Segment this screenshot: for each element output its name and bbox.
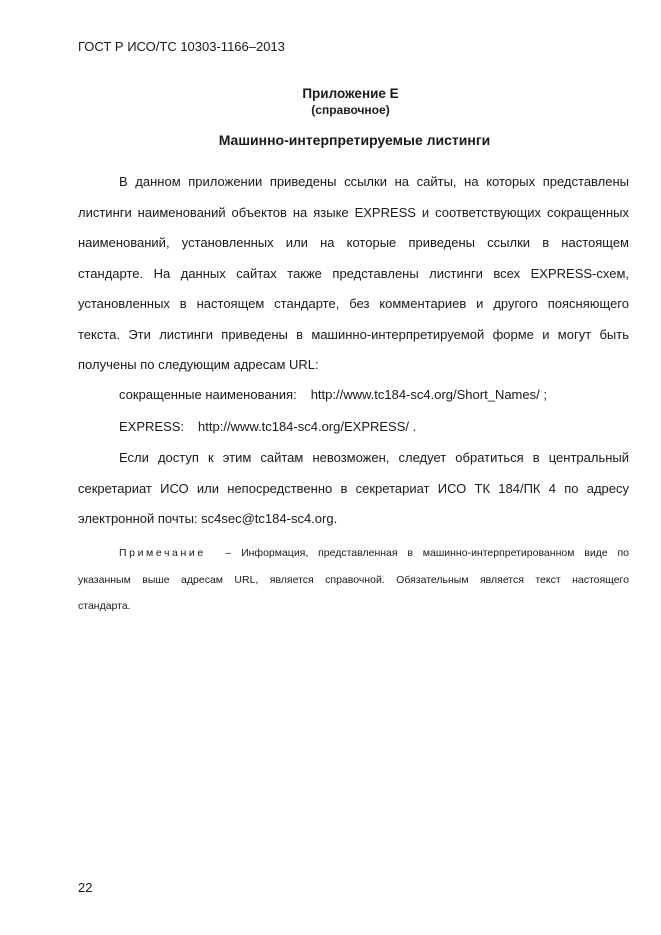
note-label: Примечание bbox=[119, 547, 206, 559]
paragraph-line: наименований, установленных или на которые приведены ссылки в настоящем bbox=[78, 235, 629, 250]
note-text: – Информация, представленная в машинно-интерпретированном виде по bbox=[225, 547, 629, 559]
page-number: 22 bbox=[78, 880, 93, 895]
paragraph-line: В данном приложении приведены ссылки на сайты, на которых представлены bbox=[119, 174, 629, 189]
url-link[interactable]: http://www.tc184-sc4.org/EXPRESS/ . bbox=[198, 419, 417, 434]
appendix-title: Приложение Е bbox=[302, 86, 399, 101]
paragraph-line: листинги наименований объектов на языке EXPRESS и соответствующих сокращенных bbox=[78, 204, 629, 220]
paragraph-contact bbox=[78, 450, 629, 542]
section-title: Машинно-интерпретируемые листинги bbox=[218, 132, 491, 148]
paragraph-line: Если доступ к этим сайтам невозможен, следует обратиться в центральный bbox=[119, 450, 629, 465]
note-line: стандарта. bbox=[78, 600, 131, 612]
paragraph-line: стандарте. На данных сайтах также представлены листинги всех EXPRESS-схем, bbox=[78, 265, 629, 281]
appendix-subtitle: (справочное) bbox=[311, 103, 390, 117]
url-entry-short-names bbox=[119, 387, 547, 402]
paragraph-line: текста. Эти листинги приведены в машинно-интерпретируемой форме и могут быть bbox=[78, 326, 629, 342]
document-header: ГОСТ Р ИСО/ТС 10303-1166–2013 bbox=[78, 39, 285, 54]
url-label: сокращенные наименования: bbox=[119, 387, 297, 402]
paragraph-line: получены по следующим адресам URL: bbox=[78, 357, 319, 372]
paragraph-line: электронной почты: sc4sec@tc184-sc4.org. bbox=[78, 511, 338, 526]
note-line: указанным выше адресам URL, является справочной. Обязательным является текст настоящего bbox=[78, 573, 629, 586]
url-label: EXPRESS: bbox=[119, 419, 185, 434]
url-link[interactable]: http://www.tc184-sc4.org/Short_Names/ ; bbox=[310, 387, 547, 402]
note-line bbox=[78, 547, 629, 574]
paragraph-line: секретариат ИСО или непосредственно в секретариат ИСО ТК 184/ПК 4 по адресу bbox=[78, 480, 629, 496]
url-entry-express bbox=[119, 419, 416, 434]
paragraph-intro bbox=[78, 174, 629, 388]
note bbox=[78, 547, 629, 627]
paragraph-line: установленных в настоящем стандарте, без комментариев и другого поясняющего bbox=[78, 296, 629, 311]
